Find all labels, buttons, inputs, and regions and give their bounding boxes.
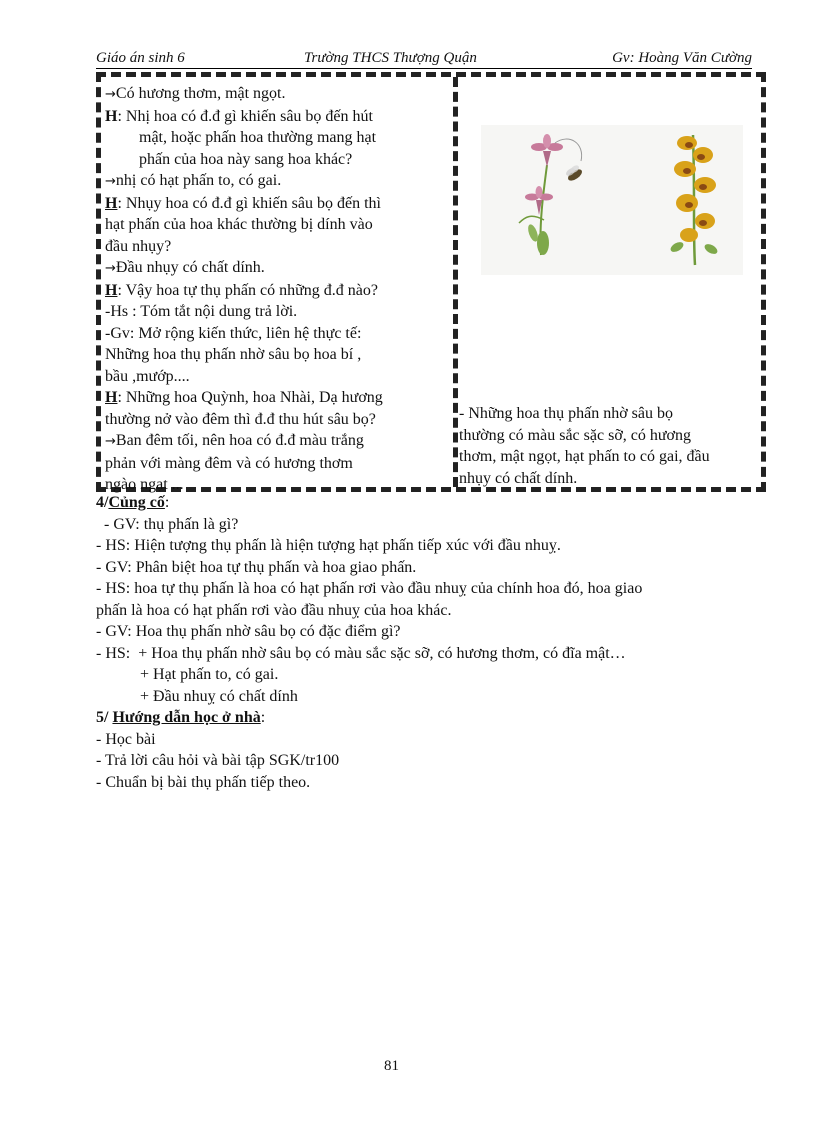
answer-line: →Đầu nhụy có chất dính.	[105, 259, 265, 276]
section-title: Hướng dẫn học ở nhà	[112, 709, 261, 726]
text-line: thường có màu sắc sặc sỡ, có hương	[459, 426, 692, 444]
answer-line: →Có hương thơm, mật ngọt.	[105, 85, 286, 102]
text-line: bầu ,mướp....	[105, 367, 190, 385]
text-line: thơm, mật ngọt, hạt phấn to có gai, đầu	[459, 448, 710, 465]
lesson-body	[96, 492, 756, 793]
page-number: 81	[384, 1058, 399, 1074]
arrow-icon: →	[105, 174, 116, 189]
section-heading-huong-dan: 5/ Hướng dẫn học ở nhà:	[96, 709, 266, 726]
text-line: - Chuẩn bị bài thụ phấn tiếp theo.	[96, 773, 311, 791]
question-marker: H	[105, 194, 118, 212]
text-line: - GV: Phân biệt hoa tự thụ phấn và hoa giao phấn.	[96, 558, 417, 576]
text-line: - GV: thụ phấn là gì?	[104, 515, 239, 533]
column-divider	[453, 77, 458, 487]
section-heading-cung-co: 4/Củng cố:	[96, 494, 170, 511]
question-line: H: Vậy hoa tự thụ phấn có những đ.đ nào?	[105, 281, 379, 299]
text-line: Những hoa thụ phấn nhờ sâu bọ hoa bí ,	[105, 346, 362, 363]
text-line: - HS: + Hoa thụ phấn nhờ sâu bọ có màu sắc sặc sỡ, có hương thơm, có đĩa mật…	[96, 644, 626, 662]
text-line: -Hs : Tóm tắt nội dung trả lời.	[105, 303, 298, 320]
text-line: mật, hoặc phấn hoa thường mang hạt	[139, 129, 377, 146]
header-subject: Giáo án sinh 6	[96, 50, 185, 66]
text-line: - HS: hoa tự thụ phấn là hoa có hạt phấn rơi vào đầu nhuỵ của chính hoa đó, hoa giao	[96, 580, 643, 597]
text-line: - Trả lời câu hỏi và bài tập SGK/tr100	[96, 752, 340, 769]
arrow-icon: →	[105, 261, 116, 276]
text-line: - GV: Hoa thụ phấn nhờ sâu bọ có đặc điểm gì?	[96, 623, 401, 640]
flower-illustration	[481, 125, 743, 275]
text-line: hạt phấn của hoa khác thường bị dính vào	[105, 216, 373, 233]
text-line: nhụy có chất dính.	[459, 469, 578, 487]
teacher-student-activities	[105, 83, 445, 496]
text-line: phấn là hoa có hạt phấn rơi vào đầu nhuỵ của hoa khác.	[96, 601, 452, 619]
question-marker: H	[105, 389, 118, 406]
question-marker: H	[105, 281, 118, 299]
text-line: đầu nhụy?	[105, 237, 172, 255]
text-line: + Đầu nhuỵ có chất dính	[140, 687, 298, 705]
question-line: H: Những hoa Quỳnh, hoa Nhài, Dạ hương	[105, 389, 383, 406]
section-title: Củng cố	[108, 494, 165, 511]
text-line: phấn của hoa này sang hoa khác?	[139, 150, 353, 168]
text-line: - HS: Hiện tượng thụ phấn là hiện tượng hạt phấn tiếp xúc với đầu nhuỵ.	[96, 537, 561, 554]
arrow-icon: →	[105, 87, 116, 102]
header-school: Trường THCS Thượng Quận	[304, 50, 477, 66]
flower-pollination-figure	[481, 125, 743, 275]
text-line: phản với màng đêm và có hương thơm	[105, 454, 353, 472]
page-header	[96, 48, 752, 69]
header-teacher: Gv: Hoàng Văn Cường	[612, 50, 752, 66]
question-line: H: Nhị hoa có đ.đ gì khiến sâu bọ đến hút	[105, 107, 373, 125]
text-line: + Hạt phấn to, có gai.	[140, 666, 279, 683]
question-line: H: Nhụy hoa có đ.đ gì khiến sâu bọ đến thì	[105, 194, 381, 212]
text-line: - Học bài	[96, 730, 156, 748]
text-line: ngào ngạt ...	[105, 476, 184, 493]
answer-line: →nhị có hạt phấn to, có gai.	[105, 172, 282, 189]
text-line: thường nở vào đêm thì đ.đ thu hút sâu bọ?	[105, 410, 376, 428]
lesson-table-frame	[96, 72, 766, 492]
answer-line: →Ban đêm tối, nên hoa có đ.đ màu trắng	[105, 432, 364, 449]
text-line: -Gv: Mở rộng kiến thức, liên hệ thực tế:	[105, 324, 362, 342]
question-marker: H	[105, 107, 118, 125]
text-line: - Những hoa thụ phấn nhờ sâu bọ	[459, 405, 673, 422]
arrow-icon: →	[105, 434, 116, 449]
lesson-content	[459, 403, 761, 489]
